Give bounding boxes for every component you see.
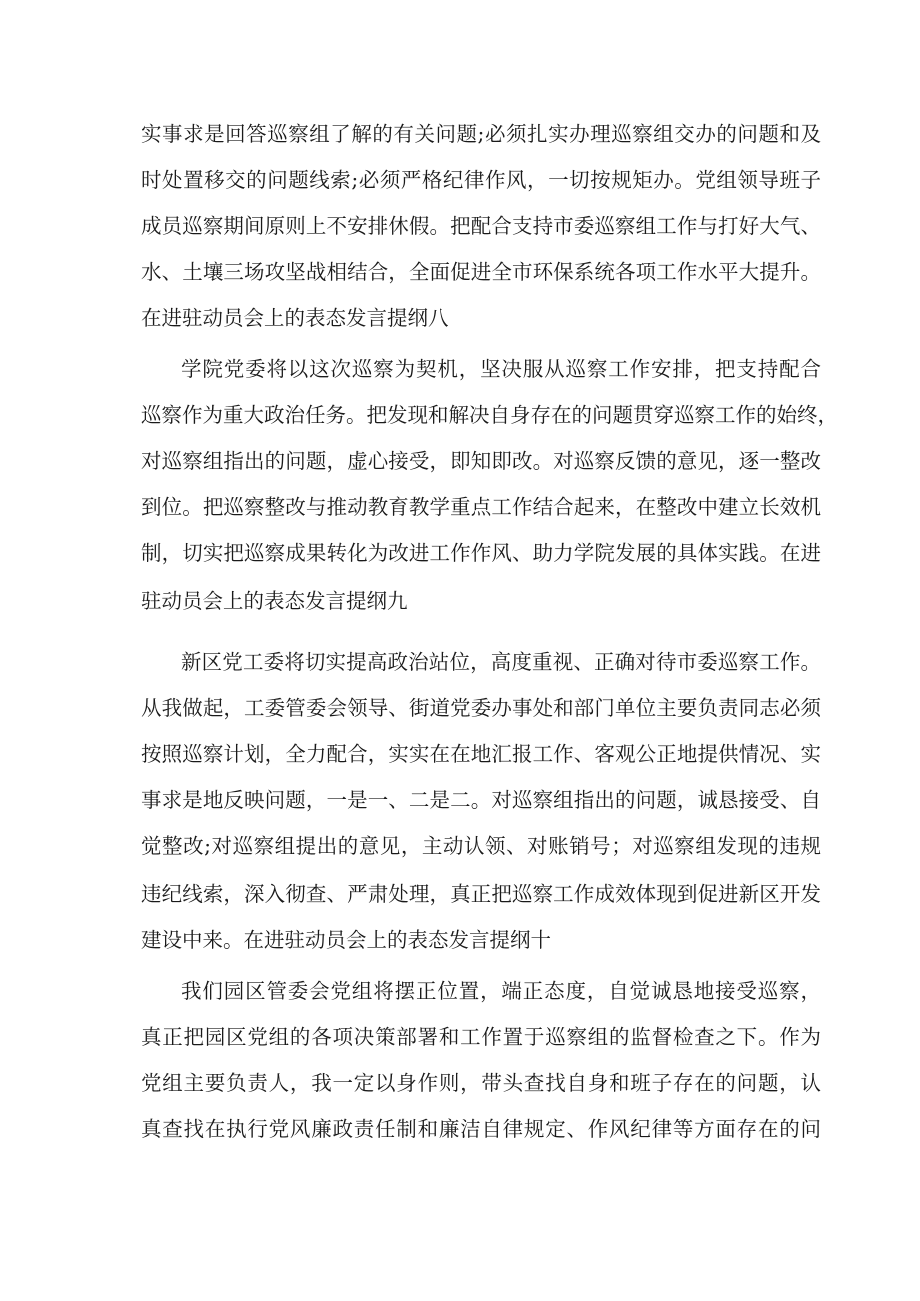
text-line: 真正把园区党组的各项决策部署和工作置于巡察组的监督检查之下。作为 — [141, 1025, 821, 1049]
text-line: 驻动员会上的表态发言提纲九 — [141, 589, 408, 613]
text-line: 学院党委将以这次巡察为契机，坚决服从巡察工作安排，把支持配合 — [181, 357, 821, 381]
text-line: 觉整改;对巡察组提出的意见，主动认领、对账销号；对巡察组发现的违规 — [141, 834, 821, 858]
text-line: 到位。把巡察整改与推动教育教学重点工作结合起来，在整改中建立长效机 — [141, 495, 821, 519]
text-line: 事求是地反映问题，一是一、二是二。对巡察组指出的问题，诚恳接受、自 — [141, 788, 821, 812]
text-line: 实事求是回答巡察组了解的有关问题;必须扎实办理巡察组交办的问题和及 — [141, 122, 821, 146]
text-line: 新区党工委将切实提高政治站位，高度重视、正确对待市委巡察工作。 — [181, 650, 821, 674]
text-line: 巡察作为重大政治任务。把发现和解决自身存在的问题贯穿巡察工作的始终， — [141, 403, 838, 427]
text-line: 按照巡察计划，全力配合，实实在在地汇报工作、客观公正地提供情况、实 — [141, 742, 821, 766]
section-heading: 在进驻动员会上的表态发言提纲八 — [141, 306, 449, 330]
text-line: 从我做起，工委管委会领导、街道党委办事处和部门单位主要负责同志必须 — [141, 696, 821, 720]
text-line: 党组主要负责人，我一定以身作则，带头查找自身和班子存在的问题，认 — [141, 1071, 821, 1095]
text-line: 制，切实把巡察成果转化为改进工作作风、助力学院发展的具体实践。在进 — [141, 541, 821, 565]
text-line: 我们园区管委会党组将摆正位置，端正态度，自觉诚恳地接受巡察， — [181, 979, 821, 1003]
text-line: 对巡察组指出的问题，虚心接受，即知即改。对巡察反馈的意见，逐一整改 — [141, 449, 821, 473]
text-line: 水、土壤三场攻坚战相结合，全面促进全市环保系统各项工作水平大提升。 — [141, 260, 821, 284]
text-line: 时处置移交的问题线索;必须严格纪律作风，一切按规矩办。党组领导班子 — [141, 168, 821, 192]
text-line: 成员巡察期间原则上不安排休假。把配合支持市委巡察组工作与打好大气、 — [141, 214, 821, 238]
text-line: 真查找在执行党风廉政责任制和廉洁自律规定、作风纪律等方面存在的问 — [141, 1117, 821, 1141]
text-line: 违纪线索，深入彻查、严肃处理，真正把巡察工作成效体现到促进新区开发 — [141, 882, 821, 906]
text-line: 建设中来。在进驻动员会上的表态发言提纲十 — [141, 928, 551, 952]
